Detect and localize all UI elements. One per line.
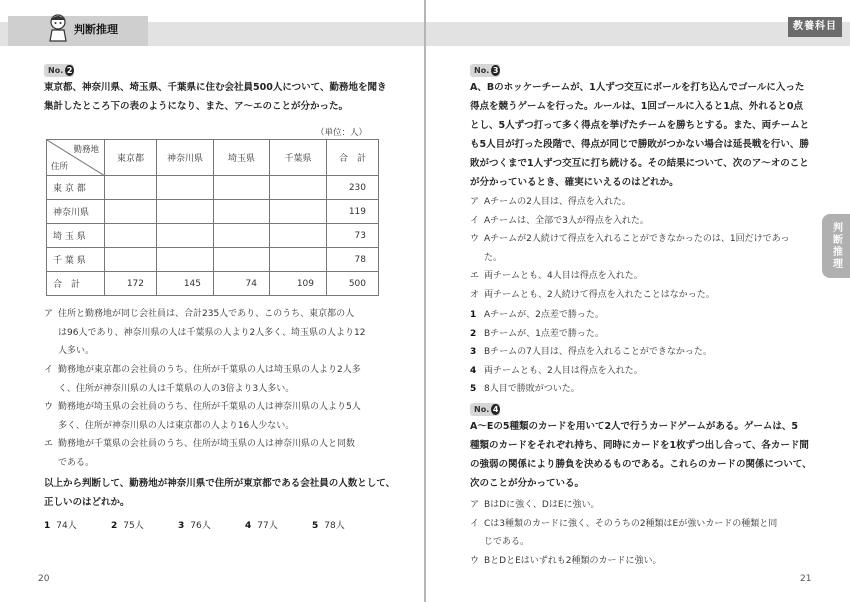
- statement-label: ウ: [44, 402, 54, 412]
- statement-a: [44, 305, 365, 361]
- statement-label: ア: [44, 309, 54, 319]
- column-header: 東京都: [105, 140, 157, 176]
- table-cell: [270, 248, 327, 272]
- answer-number: 4: [245, 521, 252, 531]
- table-cell: 230: [327, 176, 379, 200]
- statement-line: 人多い。: [58, 346, 95, 356]
- statement-line: BはDに強く、DはEに強い。: [484, 500, 600, 510]
- table-cell: [214, 176, 270, 200]
- table-cell: [214, 248, 270, 272]
- stem-line: とし、5人ずつ打って多く得点を挙げたチームを勝ちとする。また、両チームと: [470, 120, 810, 131]
- answer-text: 74人: [56, 521, 77, 531]
- table-row: [47, 248, 379, 272]
- table-cell: 145: [157, 272, 214, 296]
- choice-item: [470, 343, 712, 362]
- table-cell: 500: [327, 272, 379, 296]
- column-header: 千葉県: [270, 140, 327, 176]
- choice-number: 1: [470, 310, 477, 320]
- stem-line: が分かっているとき、確実にいえるのはどれか。: [470, 177, 679, 188]
- statement-line: Aチームの2人目は、得点を入れた。: [484, 197, 631, 207]
- stem-line: の強弱の関係により勝負を決めるものである。これらのカードの関係について、: [470, 459, 812, 470]
- answer-options: [44, 518, 379, 531]
- corner-top-label: 勤務地: [73, 145, 99, 155]
- choice-number: 4: [470, 365, 477, 376]
- choice-text: Aチームが、2点差で勝った。: [484, 310, 604, 320]
- row-label: 東 京 都: [47, 176, 105, 200]
- table-row: [47, 224, 379, 248]
- badge-label: No.: [474, 405, 490, 414]
- answer-number: 2: [111, 521, 118, 531]
- table-row: [47, 272, 379, 296]
- statement-line: く、住所が神奈川県の人は千葉県の人の3倍より3人多い。: [58, 383, 295, 394]
- question-badge: [470, 64, 500, 77]
- statement-line: である。: [58, 457, 95, 468]
- table-cell: [270, 176, 327, 200]
- question-ask: [44, 474, 395, 512]
- answer-option: [312, 518, 379, 531]
- choice-text: Bチームの7人目は、得点を入れることができなかった。: [484, 347, 712, 357]
- stem-line: 集計したところ下の表のようになり、また、ア〜エのことが分かった。: [44, 101, 349, 112]
- statement-list: [470, 496, 777, 570]
- statement-i: [44, 361, 361, 398]
- statement-label: オ: [470, 289, 480, 300]
- choice-number: 3: [470, 347, 477, 357]
- stem-line: 得点を競うゲームを行った。ルールは、1回ゴールに入ると1点、外れると0点: [470, 101, 803, 112]
- statement-line: は96人であり、神奈川県の人は千葉県の人より2人多く、埼玉県の人より12: [58, 327, 366, 338]
- table-unit: （単位：人）: [316, 128, 368, 138]
- table-cell: [157, 248, 214, 272]
- table-cell: [105, 176, 157, 200]
- choice-list: [470, 306, 712, 399]
- stem-line: A〜Eの5種類のカードを用いて2人で行うカードゲームがある。ゲームは、5: [470, 421, 798, 432]
- right-page: [426, 0, 850, 602]
- data-table: [46, 139, 379, 296]
- table-cell: [157, 224, 214, 248]
- table-cell: 78: [327, 248, 379, 272]
- page-number: 20: [38, 574, 50, 584]
- badge-number: 3: [492, 66, 499, 75]
- answer-text: 75人: [123, 521, 144, 531]
- question-badge: [470, 403, 500, 416]
- table-corner-cell: [47, 140, 105, 176]
- question-badge: [44, 64, 74, 77]
- badge-number: 4: [492, 405, 499, 414]
- stem-line: 東京都、神奈川県、埼玉県、千葉県に住む会社員500人について、勤務地を聞き: [44, 82, 387, 93]
- section-title: 判断推理: [74, 23, 118, 36]
- table-cell: [214, 200, 270, 224]
- table-cell: 119: [327, 200, 379, 224]
- question-stem: [470, 78, 809, 192]
- choice-item: [470, 325, 712, 344]
- statement-line: Aチームは、全部で3人が得点を入れた。: [484, 215, 649, 226]
- statement-label: イ: [44, 365, 54, 375]
- table-cell: [270, 224, 327, 248]
- statement-u: [44, 398, 361, 435]
- answer-text: 76人: [190, 521, 211, 531]
- answer-option: [111, 518, 178, 531]
- answer-option: [245, 518, 312, 531]
- table-cell: [105, 248, 157, 272]
- badge-label: No.: [48, 66, 64, 75]
- answer-option: [178, 518, 245, 531]
- statement-line: 住所と勤務地が同じ会社員は、合計235人であり、このうち、東京都の人: [58, 309, 355, 319]
- row-label: 神奈川県: [47, 200, 105, 224]
- statement-line: 勤務地が千葉県の会社員のうち、住所が埼玉県の人は神奈川県の人と同数: [58, 439, 356, 449]
- question-stem: [44, 78, 386, 116]
- statement-label: イ: [470, 215, 480, 226]
- column-header: 神奈川県: [157, 140, 214, 176]
- statement-label: ウ: [470, 555, 480, 566]
- choice-item: [470, 362, 712, 381]
- statement-e: [44, 435, 355, 472]
- table-cell: [105, 224, 157, 248]
- statement-label: イ: [470, 518, 480, 529]
- question-stem: [470, 417, 812, 493]
- statement-line: Aチームが2人続けて得点を入れることができなかったのは、1回だけであっ: [484, 234, 790, 244]
- statement-list: [470, 193, 790, 304]
- table-cell: [270, 200, 327, 224]
- row-label: 合 計: [47, 272, 105, 296]
- statement-line: 両チームとも、2人続けて得点を入れたことはなかった。: [484, 289, 715, 300]
- ask-line: 正しいのはどれか。: [44, 497, 130, 508]
- stem-line: も5人目が打った段階で、得点が同じで勝敗がつかない場合は延長戦を行い、勝: [470, 139, 809, 150]
- table-cell: 109: [270, 272, 327, 296]
- table-cell: [214, 224, 270, 248]
- statement-label: ア: [470, 197, 480, 207]
- stem-line: 種類のカードをそれぞれ持ち、同時にカードを1枚ずつ出し合って、各カード間: [470, 440, 809, 451]
- answer-text: 78人: [324, 521, 345, 531]
- statement-line: 両チームとも、4人目は得点を入れた。: [484, 271, 643, 281]
- answer-number: 3: [178, 521, 185, 531]
- statement-line: 多く、住所が神奈川県の人は東京都の人より16人少ない。: [58, 420, 295, 431]
- choice-text: 両チームとも、2人目は得点を入れた。: [484, 365, 643, 376]
- side-index-tab: 判断推理: [822, 214, 850, 278]
- statement-line: じである。: [484, 537, 530, 547]
- statement-line: た。: [484, 252, 503, 263]
- subject-tag: 教養科目: [788, 17, 842, 37]
- badge-label: No.: [474, 66, 490, 75]
- column-header: 合 計: [327, 140, 379, 176]
- mascot-icon: [46, 12, 70, 42]
- choice-item: [470, 380, 712, 399]
- row-label: 埼 玉 県: [47, 224, 105, 248]
- statement-line: 勤務地が東京都の会社員のうち、住所が千葉県の人は埼玉県の人より2人多: [58, 365, 361, 375]
- statement-line: Cは3種類のカードに強く、そのうちの2種類はEが強いカードの種類と同: [484, 518, 778, 529]
- choice-number: 5: [470, 384, 477, 394]
- answer-number: 1: [44, 521, 51, 531]
- stem-line: A、Bのホッケーチームが、1人ずつ交互にボールを打ち込んでゴールに入った: [470, 82, 805, 93]
- choice-text: Bチームが、1点差で勝った。: [484, 328, 604, 339]
- table-cell: 74: [214, 272, 270, 296]
- statement-label: ア: [470, 500, 480, 510]
- answer-option: [44, 518, 111, 531]
- header-band: [426, 22, 850, 46]
- statement-label: エ: [470, 271, 480, 281]
- table-cell: 172: [105, 272, 157, 296]
- column-header: 埼玉県: [214, 140, 270, 176]
- stem-line: 敗がつくまで1人ずつ交互に打ち続ける。その結果について、次のア〜オのこと: [470, 158, 809, 169]
- table-row: [47, 176, 379, 200]
- statement-line: 勤務地が埼玉県の会社員のうち、住所が千葉県の人は神奈川県の人より5人: [58, 402, 361, 412]
- table-cell: 73: [327, 224, 379, 248]
- badge-number: 2: [66, 66, 73, 75]
- statement-label: エ: [44, 439, 54, 449]
- choice-text: 8人目で勝敗がついた。: [484, 384, 580, 394]
- table-cell: [157, 176, 214, 200]
- left-page: [0, 0, 424, 602]
- page-number: 21: [800, 574, 812, 584]
- table-row: [47, 200, 379, 224]
- table-cell: [157, 200, 214, 224]
- statement-line: BとDとEはいずれも2種類のカードに強い。: [484, 555, 662, 566]
- stem-line: 次のことが分かっている。: [470, 478, 585, 489]
- row-label: 千 葉 県: [47, 248, 105, 272]
- answer-number: 5: [312, 521, 319, 531]
- choice-item: [470, 306, 712, 325]
- ask-line: 以上から判断して、勤務地が神奈川県で住所が東京都である会社員の人数として、: [44, 478, 396, 489]
- choice-number: 2: [470, 328, 477, 339]
- table-cell: [105, 200, 157, 224]
- statement-label: ウ: [470, 234, 480, 244]
- answer-text: 77人: [257, 521, 278, 531]
- corner-bottom-label: 住所: [51, 162, 69, 172]
